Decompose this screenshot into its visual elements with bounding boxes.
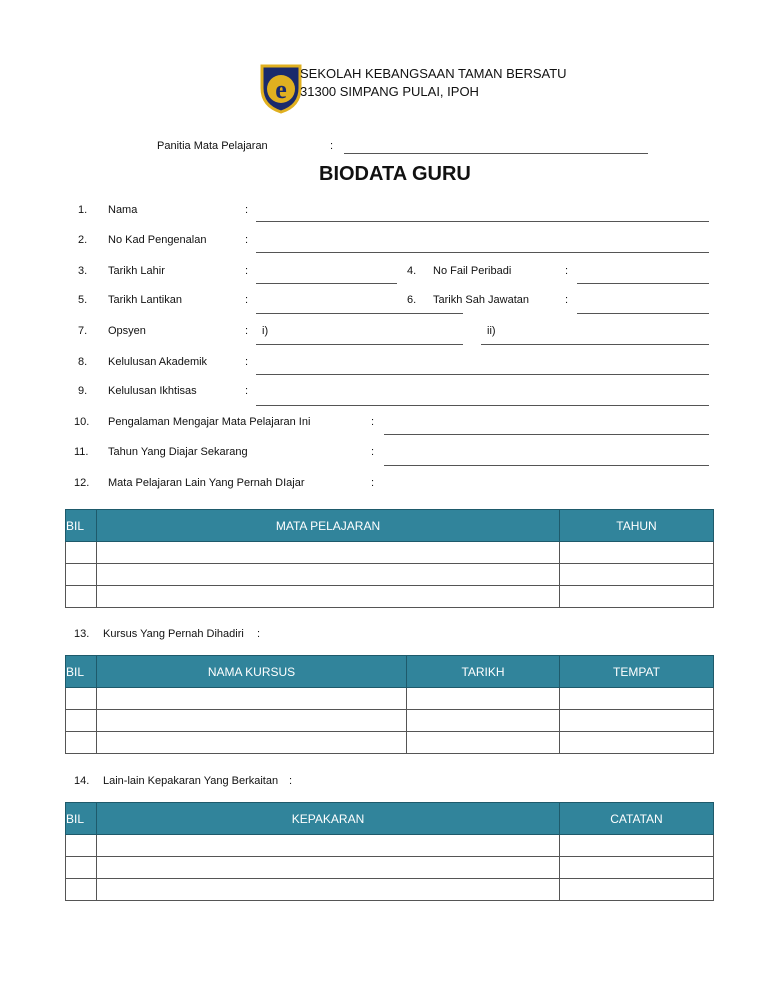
- kelulusan-ikhtisas-input-line[interactable]: [256, 405, 709, 406]
- section-label-kepakaran: Lain-lain Kepakaran Yang Berkaitan: [103, 775, 279, 787]
- table-cell[interactable]: [560, 564, 714, 586]
- column-header-catatan: CATATAN: [560, 803, 714, 835]
- panitia-input-line[interactable]: [344, 153, 648, 154]
- field-label-opsyen: Opsyen: [108, 325, 146, 337]
- field-label-tarikh-sah-jawatan: Tarikh Sah Jawatan: [433, 294, 529, 306]
- kepakaran-table: [65, 802, 714, 901]
- field-colon: :: [371, 446, 375, 458]
- field-colon: :: [245, 385, 249, 397]
- column-header-tahun: TAHUN: [560, 510, 714, 542]
- table-cell[interactable]: [66, 835, 97, 857]
- field-colon: :: [245, 356, 249, 368]
- field-label-tarikh-lantikan: Tarikh Lantikan: [108, 294, 182, 306]
- field-number: 1.: [78, 204, 88, 216]
- field-label-mata-pelajaran-lain: Mata Pelajaran Lain Yang Pernah DIajar: [108, 477, 305, 489]
- table-row: [66, 564, 714, 586]
- table-cell[interactable]: [560, 857, 714, 879]
- table-row: [66, 857, 714, 879]
- table-header-row: [66, 803, 714, 835]
- table-row: [66, 542, 714, 564]
- column-header-bil: BIL: [66, 510, 97, 542]
- section-number: 13.: [74, 628, 90, 640]
- school-logo: [259, 62, 303, 114]
- table-row: [66, 835, 714, 857]
- opsyen-i-input-line[interactable]: [256, 344, 463, 345]
- table-row: [66, 732, 714, 754]
- table-cell[interactable]: [407, 732, 560, 754]
- field-label-nama: Nama: [108, 204, 138, 216]
- table-header-row: [66, 656, 714, 688]
- table-cell[interactable]: [97, 542, 560, 564]
- field-number: 6.: [407, 294, 417, 306]
- section-colon: :: [257, 628, 261, 640]
- field-label-tahun-diajar: Tahun Yang Diajar Sekarang: [108, 446, 248, 458]
- table-cell[interactable]: [97, 586, 560, 608]
- column-header-tarikh: TARIKH: [407, 656, 560, 688]
- field-number: 5.: [78, 294, 88, 306]
- section-label-kursus: Kursus Yang Pernah Dihadiri: [103, 628, 244, 640]
- panitia-colon: :: [330, 140, 334, 152]
- table-cell[interactable]: [66, 879, 97, 901]
- kelulusan-akademik-input-line[interactable]: [256, 374, 709, 375]
- panitia-label: Panitia Mata Pelajaran: [157, 140, 268, 152]
- table-cell[interactable]: [66, 732, 97, 754]
- field-label-tarikh-lahir: Tarikh Lahir: [108, 265, 165, 277]
- table-cell[interactable]: [560, 835, 714, 857]
- table-cell[interactable]: [66, 542, 97, 564]
- school-name: SEKOLAH KEBANGSAAN TAMAN BERSATU: [300, 66, 567, 81]
- field-colon: :: [371, 477, 375, 489]
- section-number: 14.: [74, 775, 90, 787]
- field-number: 10.: [74, 416, 90, 428]
- table-cell[interactable]: [407, 688, 560, 710]
- field-number: 2.: [78, 234, 88, 246]
- field-colon: :: [245, 265, 249, 277]
- field-number: 12.: [74, 477, 90, 489]
- logo-letter: e: [275, 75, 287, 104]
- field-colon: :: [565, 265, 569, 277]
- opsyen-ii-label: ii): [487, 325, 496, 337]
- table-cell[interactable]: [560, 879, 714, 901]
- field-colon: :: [245, 325, 249, 337]
- page-title: BIODATA GURU: [319, 163, 471, 185]
- kursus-table: [65, 655, 714, 754]
- opsyen-i-label: i): [262, 325, 269, 337]
- tarikh-sah-input-line[interactable]: [577, 313, 709, 314]
- table-cell[interactable]: [560, 586, 714, 608]
- nama-input-line[interactable]: [256, 221, 709, 222]
- field-label-pengalaman-mengajar: Pengalaman Mengajar Mata Pelajaran Ini: [108, 416, 311, 428]
- table-row: [66, 879, 714, 901]
- table-cell[interactable]: [66, 688, 97, 710]
- opsyen-ii-input-line[interactable]: [481, 344, 709, 345]
- pengalaman-input-line[interactable]: [384, 434, 709, 435]
- table-cell[interactable]: [66, 857, 97, 879]
- field-number: 3.: [78, 265, 88, 277]
- table-cell[interactable]: [407, 710, 560, 732]
- table-cell[interactable]: [97, 732, 407, 754]
- tahun-diajar-input-line[interactable]: [384, 465, 709, 466]
- table-row: [66, 688, 714, 710]
- field-number: 11.: [74, 446, 89, 458]
- school-address: 31300 SIMPANG PULAI, IPOH: [300, 84, 479, 99]
- table-cell[interactable]: [97, 688, 407, 710]
- section-colon: :: [289, 775, 293, 787]
- no-fail-input-line[interactable]: [577, 283, 709, 284]
- tarikh-lahir-input-line[interactable]: [256, 283, 397, 284]
- field-label-no-fail-peribadi: No Fail Peribadi: [433, 265, 512, 277]
- table-row: [66, 586, 714, 608]
- column-header-tempat: TEMPAT: [560, 656, 714, 688]
- field-label-no-kad-pengenalan: No Kad Pengenalan: [108, 234, 207, 246]
- table-cell[interactable]: [560, 732, 714, 754]
- column-header-bil: BIL: [66, 803, 97, 835]
- field-number: 4.: [407, 265, 417, 277]
- table-cell[interactable]: [66, 710, 97, 732]
- field-number: 9.: [78, 385, 88, 397]
- no-kad-input-line[interactable]: [256, 252, 709, 253]
- table-cell[interactable]: [97, 564, 560, 586]
- table-cell[interactable]: [97, 710, 407, 732]
- tarikh-lantikan-input-line[interactable]: [256, 313, 463, 314]
- column-header-bil: BIL: [66, 656, 97, 688]
- table-row: [66, 710, 714, 732]
- field-label-kelulusan-ikhtisas: Kelulusan Ikhtisas: [108, 385, 197, 397]
- table-header-row: [66, 510, 714, 542]
- table-cell[interactable]: [97, 857, 560, 879]
- column-header-mata-pelajaran: MATA PELAJARAN: [97, 510, 560, 542]
- field-number: 7.: [78, 325, 88, 337]
- table-cell[interactable]: [560, 542, 714, 564]
- table-cell[interactable]: [66, 586, 97, 608]
- mata-pelajaran-table: [65, 509, 714, 608]
- column-header-kepakaran: KEPAKARAN: [97, 803, 560, 835]
- field-label-kelulusan-akademik: Kelulusan Akademik: [108, 356, 208, 368]
- field-colon: :: [245, 204, 249, 216]
- field-colon: :: [371, 416, 375, 428]
- field-number: 8.: [78, 356, 88, 368]
- column-header-nama-kursus: NAMA KURSUS: [97, 656, 407, 688]
- table-cell[interactable]: [66, 564, 97, 586]
- field-colon: :: [565, 294, 569, 306]
- table-cell[interactable]: [97, 879, 560, 901]
- table-cell[interactable]: [560, 710, 714, 732]
- field-colon: :: [245, 234, 249, 246]
- field-colon: :: [245, 294, 249, 306]
- table-cell[interactable]: [97, 835, 560, 857]
- table-cell[interactable]: [560, 688, 714, 710]
